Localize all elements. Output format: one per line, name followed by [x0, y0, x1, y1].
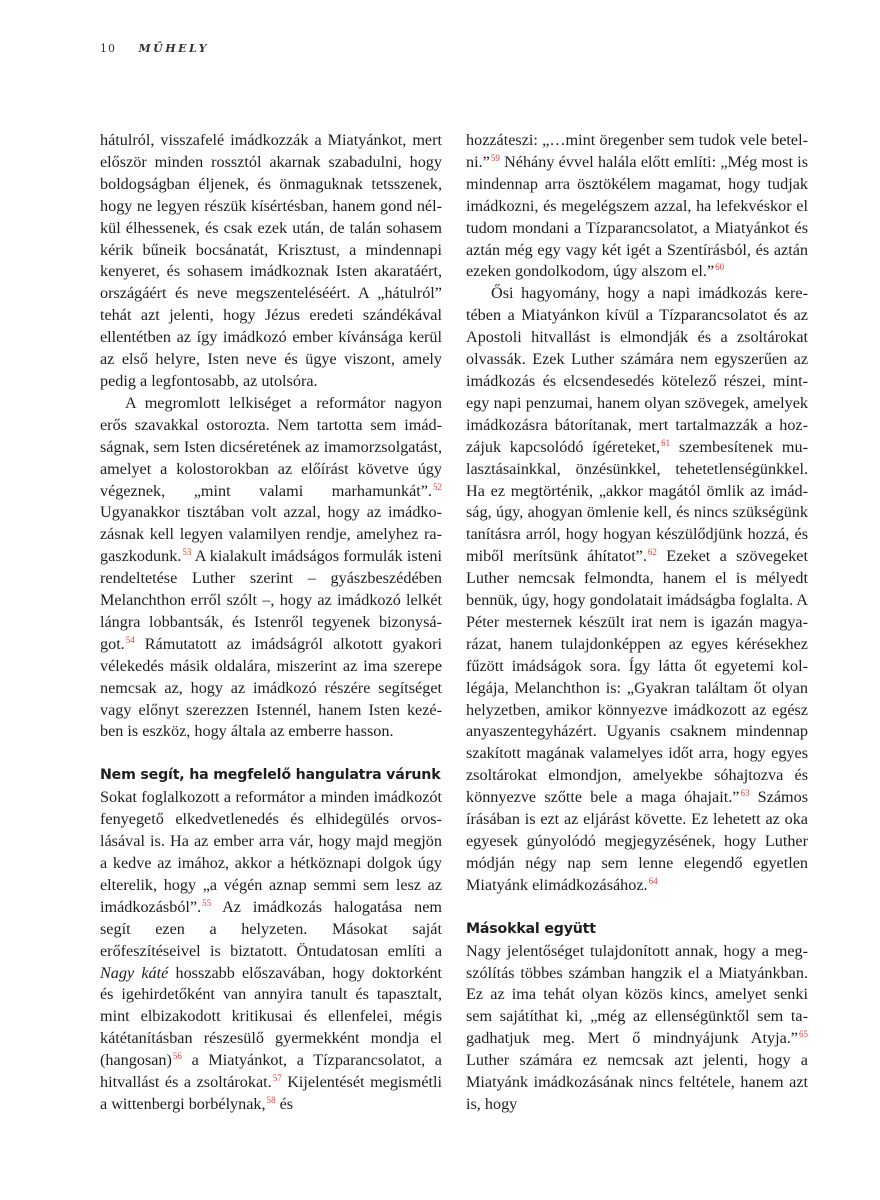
right-column [466, 130, 808, 1116]
footnote-ref[interactable]: 64 [648, 875, 658, 886]
page-number: 10 [100, 42, 116, 55]
text-segment: A megromlott lelkiséget a reformátor nagyon erős szavakkal ostorozta. Nem tartotta sem imádságnak, sem Isten dicséretének az imamorzsolgatást, amelyet a kolostorokban az előírást követve úgy végeznek, „mint valami marhamunkát”. [100, 393, 442, 500]
left-column [100, 130, 442, 1116]
footnote-ref[interactable]: 52 [433, 481, 442, 492]
text-segment: hozzáteszi: „…mint öregenber sem tudok vele betelni.” [466, 131, 808, 171]
spacer [466, 897, 808, 919]
text-segment: Az imádkozás halogatása nem segít ezen a helyzeten. Másokat saját erőfeszítéseivel is biztatott. Öntudatosan említi a [100, 897, 442, 960]
text-segment: Ugyanakkor tisztában volt azzal, hogy az imádkozásnak kell legyen valamilyen rendje, amelyhez ragaszkodunk. [100, 503, 442, 566]
paragraph [466, 941, 808, 1116]
paragraph [466, 283, 808, 896]
text-segment: Kijelentését megismétli a wittenbergi borbélynak, [100, 1073, 443, 1113]
section-heading: Másokkal együtt [466, 920, 596, 937]
footnote-ref[interactable]: 53 [182, 547, 192, 558]
footnote-ref[interactable]: 62 [647, 547, 657, 558]
paragraph [466, 130, 808, 283]
paragraph [100, 393, 442, 744]
footnote-ref[interactable]: 65 [799, 1029, 808, 1040]
text-segment: Néhány évvel halála előtt említi: „Még most is mindennap arra ösztökélem magamat, hogy tudjak imádkozni, és megelégszem azzal, ha lefekvéskor el tudom mondani a Tízparancsolatot, a Miatyánkot és aztán még egy vagy két igét a Szentírásból, és aztán ezeken gondolkodom, úgy alszom el.” [466, 152, 808, 281]
text-segment: Rámutatott az imádságról alkotott gyakori vélekedés másik oldalára, miszerint az ima szerepe nemcsak az, hogy az imádkozó részére segítséget vagy előnyt szerezzen Istennél, hanem Isten kezében is eszköz, hogy általa az emberre hasson. [100, 634, 442, 741]
spacer [100, 743, 442, 765]
text-segment: és [275, 1094, 294, 1113]
paragraph [100, 787, 442, 1116]
text-segment: Luther számára ez nemcsak azt jelenti, hogy a Miatyánk imádkozásának nincs feltétele, hanem azt is, hogy [466, 1051, 808, 1113]
footnote-ref[interactable]: 61 [661, 437, 671, 448]
footnote-ref[interactable]: 59 [490, 152, 500, 163]
footnote-ref[interactable]: 58 [266, 1094, 276, 1105]
text-segment: hosszabb előszavában, hogy doktorként és igehirdetőként van annyira tanult és tapasztalt, mint elbizakodott kritikusai és ellenfelei, mégis kátétanításban részesülő gyermekként mondja el (hangosan) [100, 963, 442, 1070]
footnote-ref[interactable]: 54 [125, 634, 135, 645]
text-segment: Nagy jelentőséget tulajdonított annak, hogy a megszólítás többes számban hangzik el a Miatyánkban. Ez az ima tehát olyan közös kincs, amelyet senki sem sajátíthat ki, „még az ellenségünktől sem tagadhatjuk meg. Mert ő mindnyájunk Atyja.” [466, 941, 808, 1048]
text-segment: Ezeket a szövegeket Luther nemcsak felmondta, hanem el is mélyedt bennük, úgy, hogy gondolatait imádságba foglalta. A Péter mesternek készült irat nem is igazán magyarázat, hanem tulajdonképpen az egyes kérésekhez fűzött imádságok sora. Így látta őt egyetemi kollégája, Melanchthon is: „Gyakran találtam őt olyan helyzetben, amikor könnyezve imádkozott az egész anyaszentegyházért. Ugyanis csaknem mindennap szakított magának valamelyes időt arra, hogy egyes zsoltárokat elmondjon, amelyekbe sóhajtozva és könnyezve szőtte bele a maga óhajait.” [466, 547, 808, 807]
paragraph: hátulról, visszafelé imádkozzák a Miatyánkot, mert először minden rossztól akarnak szabadulni, hogy boldogságban éljenek, és önmaguknak tetsszenek, hogy ne legyen részük kísértésban, hanem gond nélkül élhessenek, és csak ezek után, de talán sohasem kérik bűneik bocsánatát, Krisztust, a mindennapi kenyeret, és sohasem imádkoznak Isten akaratáért, országáért és neve megszenteléséért. A „hátulról” tehát azt jelenti, hogy Jézus eredeti szándékával ellentétben az így imádkozó ember kívánsága kerül az első helyre, Isten neve és ügye viszont, amely pedig a legfontosabb, az utolsóra. [100, 131, 442, 390]
footnote-ref[interactable]: 63 [740, 788, 750, 799]
text-segment: A kialakult imádságos formulák isteni rendeltetése Luther szerint – gyászbeszédében Melanchthon erről szólt –, hogy az imádkozó lelkét lángra lobbantsák, és Istenről tegyenek bizonyságot. [100, 547, 442, 653]
section-heading: Nem segít, ha megfelelő hangulatra várunk [100, 767, 441, 784]
footnote-ref[interactable]: 56 [172, 1051, 182, 1062]
text-segment: a Miatyánkot, a Tízparancsolatot, a hitvallást és a zsoltárokat. [100, 1051, 442, 1092]
text-segment: Számos írásában is ezt az eljárást követte. Ez lehetett az oka egyesek gúnyolódó megjegyzésének, hogy Luther módján négy nap sem lenne elegendő egyetlen Miatyánk elimádkozásához. [466, 788, 809, 894]
footnote-ref[interactable]: 57 [272, 1073, 282, 1084]
section-title: MŰHELY [138, 42, 209, 55]
text-segment: Ősi hagyomány, hogy a napi imádkozás keretében a Miatyánkon kívül a Tízparancsolatot és az Apostoli hitvallást is elmondják és a zsoltárokat olvassák. Ezek Luther számára nem egyszerűen az imádkozás és elcsendesedés kötelező részei, mintegy napi penzumai, hanem olyan szövegek, amelyek imádkozásra bátorítanak, mert tartalmazzák a hozzájuk kapcsolódó ígéreteket, [466, 284, 808, 456]
book-title: Nagy káté [100, 963, 169, 982]
text-segment: Sokat foglalkozott a reformátor a minden imádkozót fenyegető elkedvetlenedés és elhidegülés orvoslásával is. Ha az ember arra vár, hogy majd megjön a kedve az imához, akkor a hétköznapi dolgok úgy elterelik, hogy „a végén aznap semmi sem lesz az imádkozásból”. [100, 788, 442, 916]
footnote-ref[interactable]: 55 [202, 897, 212, 908]
footnote-ref[interactable]: 60 [715, 262, 725, 273]
text-segment: szembesítenek mulasztásainkkal, önzésünkkel, tehetetlenségünkkel. Ha ez megtörténik, „akkor magától ömlik az imádság, úgy, ahogyan ömlenie kell, és nincs szükségünk tanításra arról, hogy hogyan készülődjünk hozzá, és miből merítsünk áhítatot”. [466, 437, 809, 566]
running-head [100, 42, 209, 55]
